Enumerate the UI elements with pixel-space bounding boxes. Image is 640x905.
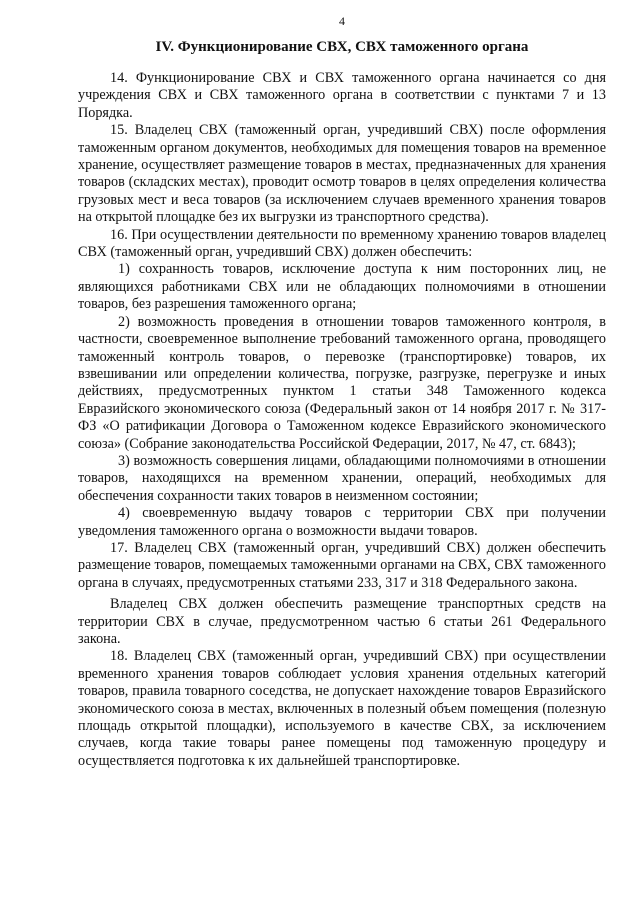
paragraph-18: 18. Владелец СВХ (таможенный орган, учредивший СВХ) при осуществлении временного хранения товаров соблюдает условия хранения отдельных категорий товаров, правила товарного соседства, не допускает нахождение товаров Евразийского экономического союза в местах, включенных в полезный объем помещения (полезную площадь открытой площадки), используемого в качестве СВХ, за исключением случаев, когда такие товары ранее помещены под таможенную процедуру и осуществляется подготовка к их дальнейшей транспортировке.	[78, 648, 606, 769]
paragraph-16-item-4: 4) своевременную выдачу товаров с территории СВХ при получении уведомления таможенного органа о возможности выдачи товаров.	[78, 505, 606, 539]
paragraph-16-item-2: 2) возможность проведения в отношении товаров таможенного контроля, в частности, своевременное выполнение требований таможенного органа, проводящего таможенный контроль товаров, о перевозке (транспортировке) товаров, их взвешивании или определении количества, погрузке, разгрузке, перегрузке и иных действиях, предусмотренных пунктом 1 статьи 348 Таможенного кодекса Евразийского экономического союза (Федеральный закон от 14 ноября 2017 г. № 317-ФЗ «О ратификации Договора о Таможенном кодексе Евразийского экономического союза» (Собрание законодательства Российской Федерации, 2017, № 47, ст. 6843);	[78, 313, 606, 452]
paragraph-16-item-1: 1) сохранность товаров, исключение доступа к ним посторонних лиц, не являющихся работниками СВХ или не обладающих полномочиями в отношении товаров, без разрешения таможенного органа;	[78, 261, 606, 313]
section-title: IV. Функционирование СВХ, СВХ таможенного органа	[155, 39, 529, 55]
paragraph-16-item-3: 3) возможность совершения лицами, обладающими полномочиями в отношении товаров, находящихся на временном хранении, операций, необходимых для обеспечения сохранности таких товаров в неизменном состоянии;	[78, 452, 606, 504]
paragraph-17-continued: Владелец СВХ должен обеспечить размещение транспортных средств на территории СВХ в случае, предусмотренном частью 6 статьи 261 Федерального закона.	[78, 596, 606, 647]
paragraph-15: 15. Владелец СВХ (таможенный орган, учредивший СВХ) после оформления таможенным органом документов, необходимых для помещения товаров на временное хранение, осуществляет размещение товаров в местах, предназначенных для хранения товаров (складских местах), проводит осмотр товаров в целях определения количества грузовых мест и веса товаров (за исключением случаев временного хранения товаров на открытой площадке без их выгрузки из транспортного средства).	[78, 122, 606, 226]
paragraph-16: 16. При осуществлении деятельности по временному хранению товаров владелец СВХ (таможенный орган, учредивший СВХ) должен обеспечить:	[78, 226, 606, 261]
paragraph-17: 17. Владелец СВХ (таможенный орган, учредивший СВХ) должен обеспечить размещение товаров, помещаемых таможенными органами на СВХ, СВХ таможенного органа в случаях, предусмотренных статьями 233, 317 и 318 Федерального закона.	[78, 539, 606, 591]
page-number: 4	[339, 14, 345, 28]
paragraph-14: 14. Функционирование СВХ и СВХ таможенного органа начинается со дня учреждения СВХ и СВХ таможенного органа в соответствии с пунктами 7 и 13 Порядка.	[78, 70, 606, 121]
